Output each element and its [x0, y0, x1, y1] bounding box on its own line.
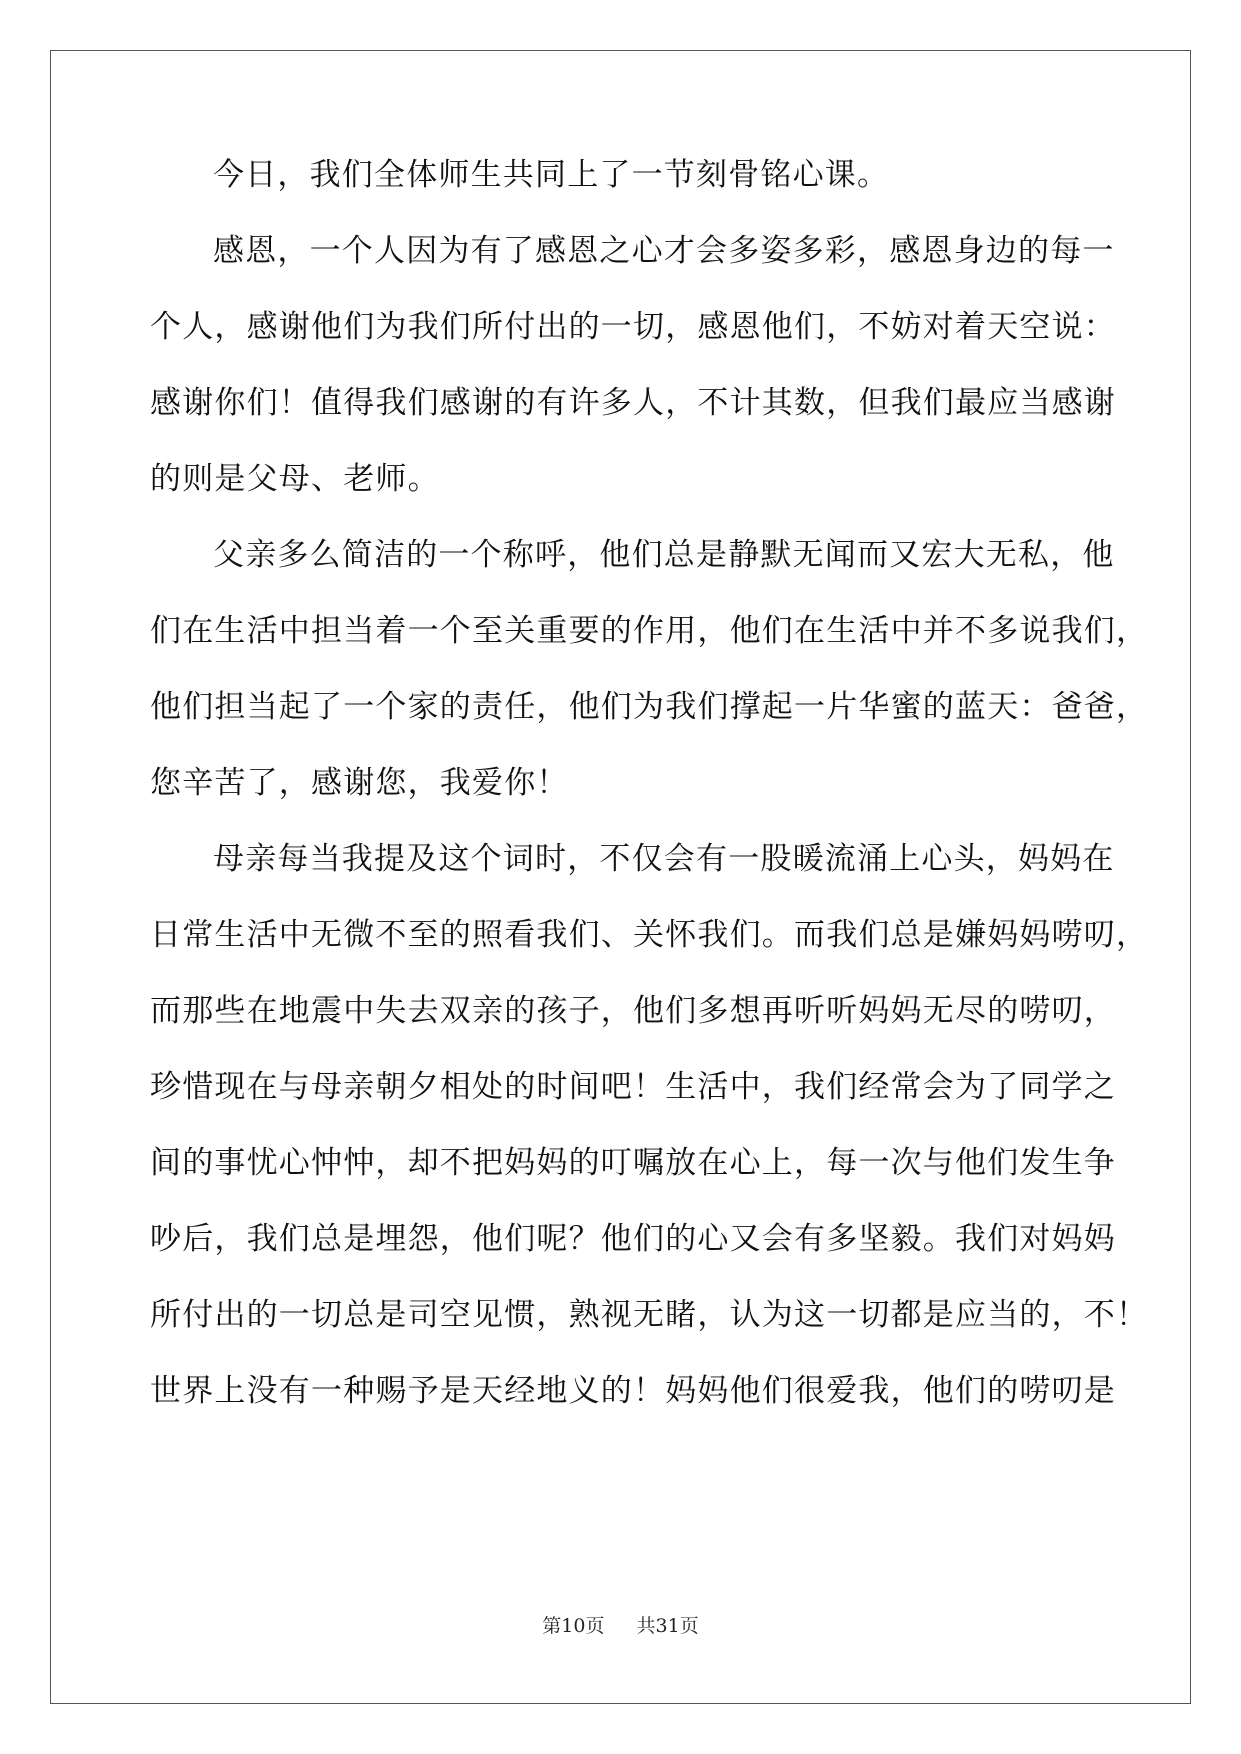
paragraph-2-line-4: 的则是父母、老师。	[150, 461, 440, 497]
paragraph-4-line-7: 所付出的一切总是司空见惯，熟视无睹，认为这一切都是应当的，不！	[150, 1297, 1149, 1333]
page-total: 共31页	[636, 1615, 699, 1637]
paragraph-4-line-6: 吵后，我们总是埋怨，他们呢？他们的心又会有多坚毅。我们对妈妈	[150, 1221, 1116, 1257]
paragraph-4-line-5: 间的事忧心忡忡，却不把妈妈的叮嘱放在心上，每一次与他们发生争	[150, 1145, 1116, 1181]
paragraph-2-line-2: 个人，感谢他们为我们所付出的一切，感恩他们，不妨对着天空说：	[150, 309, 1116, 345]
paragraph-2-line-3: 感谢你们！值得我们感谢的有许多人，不计其数，但我们最应当感谢	[150, 385, 1116, 421]
paragraph-1-line-1: 今日，我们全体师生共同上了一节刻骨铭心课。	[213, 157, 890, 193]
paragraph-3-line-4: 您辛苦了，感谢您，我爱你！	[150, 765, 569, 801]
page-footer	[0, 1614, 1241, 1638]
paragraph-3-line-1: 父亲多么简洁的一个称呼，他们总是静默无闻而又宏大无私，他	[213, 537, 1115, 573]
paragraph-4-line-4: 珍惜现在与母亲朝夕相处的时间吧！生活中，我们经常会为了同学之	[150, 1069, 1116, 1105]
paragraph-4-line-8: 世界上没有一种赐予是天经地义的！妈妈他们很爱我，他们的唠叨是	[150, 1373, 1116, 1409]
page-number: 第10页	[542, 1615, 605, 1637]
paragraph-4-line-3: 而那些在地震中失去双亲的孩子，他们多想再听听妈妈无尽的唠叨，	[150, 993, 1116, 1029]
paragraph-3-line-3: 他们担当起了一个家的责任，他们为我们撑起一片华蜜的蓝天：爸爸，	[150, 689, 1149, 725]
paragraph-4-line-1: 母亲每当我提及这个词时，不仅会有一股暖流涌上心头，妈妈在	[213, 841, 1115, 877]
paragraph-4-line-2: 日常生活中无微不至的照看我们、关怀我们。而我们总是嫌妈妈唠叨，	[150, 917, 1149, 953]
paragraph-2-line-1: 感恩，一个人因为有了感恩之心才会多姿多彩，感恩身边的每一	[213, 233, 1115, 269]
paragraph-3-line-2: 们在生活中担当着一个至关重要的作用，他们在生活中并不多说我们，	[150, 613, 1149, 649]
